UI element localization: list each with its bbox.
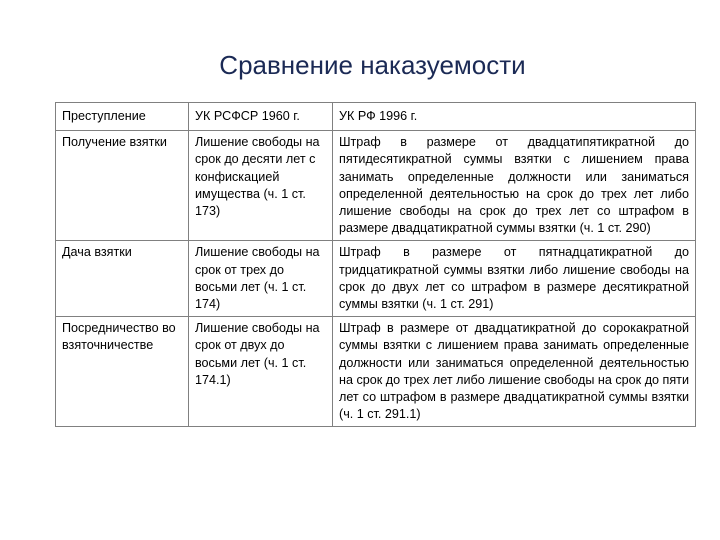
rsfsr-penalty-cell: Лишение свободы на срок до десяти лет с конфискацией имущества (ч. 1 ст. 173) [189, 131, 333, 241]
rf-penalty-cell: Штраф в размере от двадцатипятикратной до пятидесятикратной суммы взятки с лишением права занимать определенные должности или заниматься определенной деятельностью на срок до трех лет либо лишение свободы на срок до трех лет со штрафом в размере двадцатикратной суммы взятки (ч. 1 ст. 290) [333, 131, 696, 241]
table-row [56, 241, 696, 317]
table-header-row [56, 103, 696, 131]
table-row [56, 317, 696, 427]
crime-cell: Получение взятки [56, 131, 189, 241]
comparison-table [55, 102, 696, 427]
rf-penalty-cell: Штраф в размере от пятнадцатикратной до тридцатикратной суммы взятки либо лишение свободы на срок до двух лет со штрафом в размере десятикратной суммы взятки (ч. 1 ст. 291) [333, 241, 696, 317]
table-row [56, 131, 696, 241]
header-crime: Преступление [56, 103, 189, 131]
header-rf-1996: УК РФ 1996 г. [333, 103, 696, 131]
rsfsr-penalty-cell: Лишение свободы на срок от двух до восьми лет (ч. 1 ст. 174.1) [189, 317, 333, 427]
crime-cell: Посредничество во взяточничестве [56, 317, 189, 427]
rf-penalty-cell: Штраф в размере от двадцатикратной до сорокакратной суммы взятки с лишением права занимать определенные должности или заниматься определенной деятельностью на срок до трех лет либо лишение свободы на срок до пяти лет со штрафом в размере двадцатикратной суммы взятки (ч. 1 ст. 291.1) [333, 317, 696, 427]
header-rsfsr-1960: УК РСФСР 1960 г. [189, 103, 333, 131]
crime-cell: Дача взятки [56, 241, 189, 317]
rsfsr-penalty-cell: Лишение свободы на срок от трех до восьми лет (ч. 1 ст. 174) [189, 241, 333, 317]
slide-title: Сравнение наказуемости [219, 50, 526, 80]
